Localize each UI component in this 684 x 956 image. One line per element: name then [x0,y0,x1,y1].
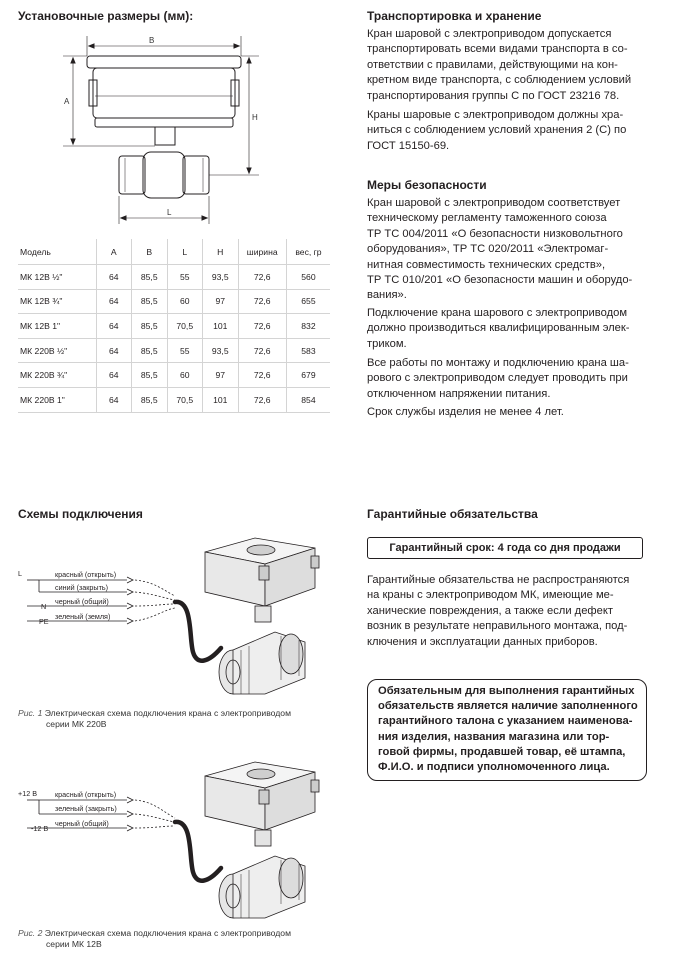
table-cell: 64 [96,265,132,290]
dimensions-title: Установочные размеры (мм): [18,9,194,23]
table-cell: 85,5 [132,338,168,363]
text-line: отключенном напряжении питания. [367,387,551,400]
col-width: ширина [238,239,286,265]
table-cell: 64 [96,363,132,388]
table-cell: МК 12В 1" [18,314,96,339]
text-line: обязательств является наличие заполненного [378,700,638,713]
table-cell: 832 [286,314,330,339]
table-cell: 93,5 [203,338,239,363]
text-line: ключения и эксплуатации данных приборов. [367,635,598,648]
text-line: Гарантийные обязательства не распространяются [367,574,630,586]
text-line: гарантийного талона с указанием наименова- [378,715,633,728]
text-line: Кран шаровой с электроприводом соответствует [367,197,621,209]
table-cell: 72,6 [238,289,286,314]
text-line: на краны с электроприводом МК, имеющие ме- [367,589,614,602]
text-line: транспортирования группы С по ГОСТ 23216 78. [367,89,620,102]
text-line: Краны шаровые с электроприводом должны хра- [367,109,624,121]
terminal-pe-label: PE [39,617,49,626]
transport-paragraph-1 [367,27,631,104]
table-cell: 101 [203,387,239,412]
table-cell: 55 [167,265,203,290]
text-line: ханические повреждения, а также если дефект [367,604,613,617]
safety-paragraph-3 [367,356,629,402]
table-cell: 72,6 [238,265,286,290]
table-row [18,265,330,290]
table-cell: 60 [167,289,203,314]
figure-1-caption [18,708,291,730]
text-line: возник в результате неправильного монтажа, под- [367,620,628,633]
wire-green-label: зеленый (закрыть) [55,804,117,813]
terminal-minus12-label: -12 В [31,824,49,833]
caption-line: серии МК 12В [46,939,102,949]
table-cell: 64 [96,338,132,363]
figure-2-caption [18,928,291,950]
text-line: Срок службы изделия не менее 4 лет. [367,406,564,418]
transport-title: Транспортировка и хранение [367,9,542,23]
text-line: Подключение крана шарового с электроприводом [367,307,628,319]
wire-green-label: зеленый (земля) [55,612,111,621]
table-cell: 85,5 [132,314,168,339]
mandatory-notice-box [367,679,647,781]
dim-h-label: H [252,113,258,122]
wire-black-label: черный (общий) [55,819,109,828]
text-line: нитная совместимость технических средств», [367,258,606,271]
wire-black-label: черный (общий) [55,597,109,606]
caption-line: Электрическая схема подключения крана с электроприводом [44,928,291,938]
table-cell: 679 [286,363,330,388]
table-cell: 72,6 [238,387,286,412]
table-row [18,289,330,314]
table-cell: 72,6 [238,338,286,363]
text-line: ГОСТ 15150-69. [367,139,450,152]
safety-paragraph-2 [367,306,630,352]
text-line: Все работы по монтажу и подключению крана ша- [367,357,629,369]
text-line: Кран шаровой с электроприводом допускается [367,28,612,40]
text-line: ТР ТС 010/201 «О безопасности машин и оборудо- [367,274,633,287]
table-cell: МК 12В ¾" [18,289,96,314]
terminal-plus12-label: +12 В [18,789,37,798]
wire-red-label: красный (открыть) [55,790,117,799]
table-cell: МК 12В ½" [18,265,96,290]
table-cell: 64 [96,387,132,412]
table-row [18,387,330,412]
text-line: говой фирмы, продавшей товар, её штампа, [378,745,626,758]
text-line: транспортировать всеми видами транспорта в со- [367,43,628,56]
table-cell: 70,5 [167,314,203,339]
table-row [18,363,330,388]
dim-a-label: A [64,97,70,106]
text-line: ниться с соблюдением условий хранения 2 (С) по [367,124,627,137]
wiring-title: Схемы подключения [18,507,143,521]
wire-blue-label: синий (закрыть) [55,583,109,592]
text-line: техническому регламенту таможенного союза [367,212,607,225]
table-cell: 97 [203,289,239,314]
table-cell: 101 [203,314,239,339]
table-cell: 64 [96,289,132,314]
table-cell: 64 [96,314,132,339]
safety-title: Меры безопасности [367,178,487,192]
text-line: ния изделия, названия магазина или тор- [378,730,610,743]
warranty-paragraph [367,573,629,650]
text-line: ответствии с правилами, действующими на кон- [367,58,618,71]
table-cell: 60 [167,363,203,388]
dimensions-table [18,239,330,413]
terminal-n-label: N [41,602,47,611]
table-cell: 85,5 [132,289,168,314]
table-cell: 854 [286,387,330,412]
table-cell: 85,5 [132,387,168,412]
figure-number: Рис. 2 [18,928,43,938]
table-cell: 72,6 [238,314,286,339]
caption-line: Электрическая схема подключения крана с электроприводом [44,708,291,718]
text-line: триком. [367,337,407,350]
table-cell: 55 [167,338,203,363]
table-cell: 97 [203,363,239,388]
text-line: Обязательным для выполнения гарантийных [378,685,635,697]
table-cell: 583 [286,338,330,363]
table-cell: 70,5 [167,387,203,412]
table-header-row [18,239,330,265]
table-cell: 93,5 [203,265,239,290]
text-line: рового с электроприводом следует проводить при [367,372,628,385]
wiring-diagram-220v [15,528,335,700]
table-row [18,314,330,339]
col-h: H [203,239,239,265]
col-model: Модель [20,246,51,257]
table-cell: 560 [286,265,330,290]
table-cell: МК 220В ¾" [18,363,96,388]
text-line: кретном виде транспорта, с соблюдением условий [367,74,632,87]
warranty-term-box: Гарантийный срок: 4 года со дня продажи [367,537,643,559]
terminal-l-label: L [18,569,22,578]
dim-b-label: B [149,36,155,45]
col-weight: вес, гр [286,239,330,265]
wiring-diagram-12v [15,752,335,924]
col-l: L [167,239,203,265]
safety-paragraph-1 [367,196,632,304]
text-line: оборудования», ТР ТС 020/2011 «Электромаг- [367,243,609,256]
table-cell: 655 [286,289,330,314]
valve-dimension-drawing [55,28,265,230]
table-cell: 85,5 [132,363,168,388]
table-cell: МК 220В ½" [18,338,96,363]
safety-paragraph-4 [367,405,564,420]
wire-red-label: красный (открыть) [55,570,117,579]
warranty-title: Гарантийные обязательства [367,507,538,521]
table-cell: МК 220В 1" [18,387,96,412]
text-line: Ф.И.О. и подписи уполномоченного лица. [378,761,610,774]
col-a: A [96,239,132,265]
col-b: B [132,239,168,265]
dim-l-label: L [167,208,172,217]
text-line: должно производиться квалифицированным элек- [367,322,630,335]
figure-number: Рис. 1 [18,708,43,718]
text-line: вания». [367,289,407,302]
table-cell: 85,5 [132,265,168,290]
table-row [18,338,330,363]
caption-line: серии МК 220В [46,719,107,729]
transport-paragraph-2 [367,108,626,154]
table-cell: 72,6 [238,363,286,388]
text-line: ТР ТС 004/2011 «О безопасности низковольтного [367,227,623,240]
